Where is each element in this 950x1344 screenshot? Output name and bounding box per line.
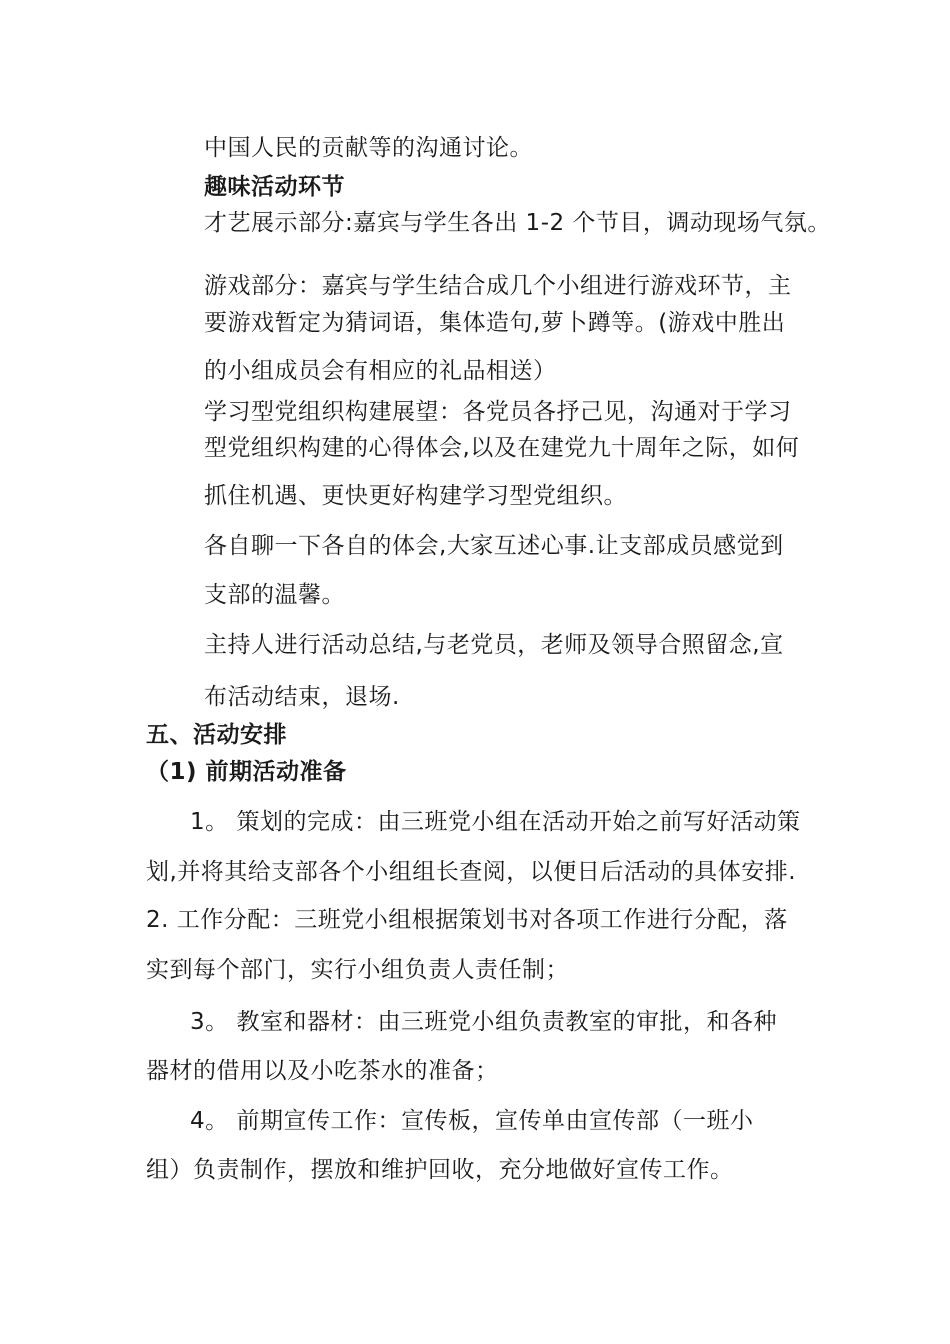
activity-text-line: 型党组织构建的心得体会,以及在建党九十周年之际，如何 <box>204 435 800 461</box>
list-item-text: 划,并将其给支部各个小组组长查阅，以便日后活动的具体安排. <box>146 859 797 885</box>
activity-text-line: 主持人进行活动总结,与老党员，老师及领导合照留念,宣 <box>204 632 784 658</box>
activity-text-line: 要游戏暂定为猜词语，集体造句,萝卜蹲等。(游戏中胜出 <box>204 310 786 336</box>
activity-text-line: 的小组成员会有相应的礼品相送） <box>204 358 557 384</box>
activity-text-line: 中国人民的贡献等的沟通讨论。 <box>204 135 533 161</box>
list-item-text: 实到每个部门，实行小组负责人责任制； <box>146 957 569 983</box>
list-item-text: 1。 策划的完成：由三班党小组在活动开始之前写好活动策 <box>190 809 801 835</box>
list-item-text: 2. 工作分配：三班党小组根据策划书对各项工作进行分配，落 <box>146 907 788 933</box>
activity-text-line: 才艺展示部分:嘉宾与学生各出 1-2 个节目，调动现场气氛。 <box>204 210 831 236</box>
activity-text-line: 学习型党组织构建展望：各党员各抒己见，沟通对于学习 <box>204 399 792 425</box>
section-heading-schedule: 五、活动安排 <box>146 722 287 748</box>
section-heading-fun-activities: 趣味活动环节 <box>204 174 345 200</box>
list-item-text: 3。 教室和器材：由三班党小组负责教室的审批，和各种 <box>190 1009 777 1035</box>
list-item-text: 器材的借用以及小吃茶水的准备； <box>146 1058 499 1084</box>
activity-text-line: 游戏部分：嘉宾与学生结合成几个小组进行游戏环节，主 <box>204 273 792 299</box>
activity-text-line: 布活动结束，退场. <box>204 684 400 710</box>
activity-text-line: 抓住机遇、更快更好构建学习型党组织。 <box>204 483 627 509</box>
activity-text-line: 支部的温馨。 <box>204 582 345 608</box>
list-item-text: 组）负责制作，摆放和维护回收，充分地做好宣传工作。 <box>146 1157 734 1183</box>
activity-text-line: 各自聊一下各自的体会,大家互述心事.让支部成员感觉到 <box>204 533 784 559</box>
list-item-text: 4。 前期宣传工作：宣传板，宣传单由宣传部（一班小 <box>190 1108 754 1134</box>
subsection-heading-preparation: （1) 前期活动准备 <box>146 759 347 785</box>
